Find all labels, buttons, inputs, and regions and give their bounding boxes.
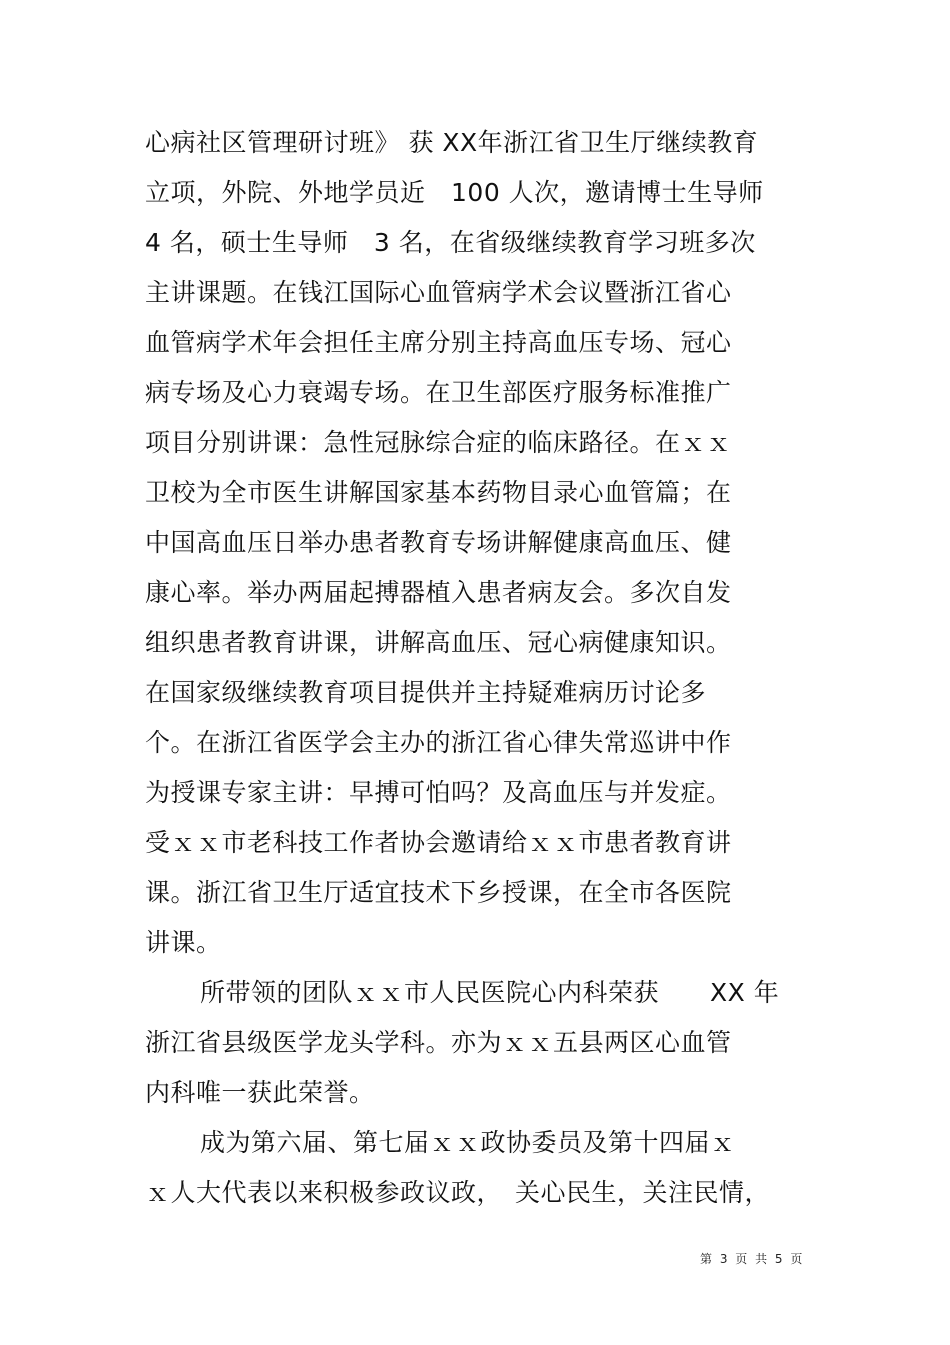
body-text — [145, 118, 845, 1218]
text-line: 组织患者教育讲课，讲解高血压、冠心病健康知识。 — [145, 628, 732, 657]
text-line: 内科唯一获此荣誉。 — [145, 1078, 375, 1107]
page-number-footer: 第 3 页 共 5 页 — [700, 1252, 805, 1266]
text-line: 受ｘｘ市老科技工作者协会邀请给ｘｘ市患者教育讲 — [145, 828, 732, 857]
paragraph-start-line: 成为第六届、第七届ｘｘ政协委员及第十四届ｘ — [200, 1128, 736, 1157]
text-line: 浙江省县级医学龙头学科。亦为ｘｘ五县两区心血管 — [145, 1028, 732, 1057]
text-line: 4 名，硕士生导师 3 名，在省级继续教育学习班多次 — [145, 228, 756, 257]
text-line: 个。在浙江省医学会主办的浙江省心律失常巡讲中作 — [145, 728, 732, 757]
paragraph-start-line: 所带领的团队ｘｘ市人民医院心内科荣获 XX 年 — [200, 978, 780, 1007]
text-line: 项目分别讲课：急性冠脉综合症的临床路径。在ｘｘ — [145, 428, 732, 457]
text-line: 中国高血压日举办患者教育专场讲解健康高血压、健 — [145, 528, 732, 557]
text-line: 在国家级继续教育项目提供并主持疑难病历讨论多 — [145, 678, 707, 707]
text-line: 为授课专家主讲：早搏可怕吗？及高血压与并发症。 — [145, 778, 732, 807]
text-line: 卫校为全市医生讲解国家基本药物目录心血管篇；在 — [145, 478, 732, 507]
text-line: 康心率。举办两届起搏器植入患者病友会。多次自发 — [145, 578, 732, 607]
text-line: 主讲课题。在钱江国际心血管病学术会议暨浙江省心 — [145, 278, 732, 307]
text-line: 立项，外院、外地学员近 100 人次，邀请博士生导师 — [145, 178, 764, 207]
text-line: 血管病学术年会担任主席分别主持高血压专场、冠心 — [145, 328, 732, 357]
text-line: 心病社区管理研讨班》 获 XX年浙江省卫生厅继续教育 — [145, 128, 759, 157]
text-line: 讲课。 — [145, 928, 222, 957]
text-line: ｘ人大代表以来积极参政议政， 关心民生，关注民情， — [145, 1178, 771, 1207]
text-line: 课。浙江省卫生厅适宜技术下乡授课，在全市各医院 — [145, 878, 732, 907]
text-line: 病专场及心力衰竭专场。在卫生部医疗服务标准推广 — [145, 378, 732, 407]
